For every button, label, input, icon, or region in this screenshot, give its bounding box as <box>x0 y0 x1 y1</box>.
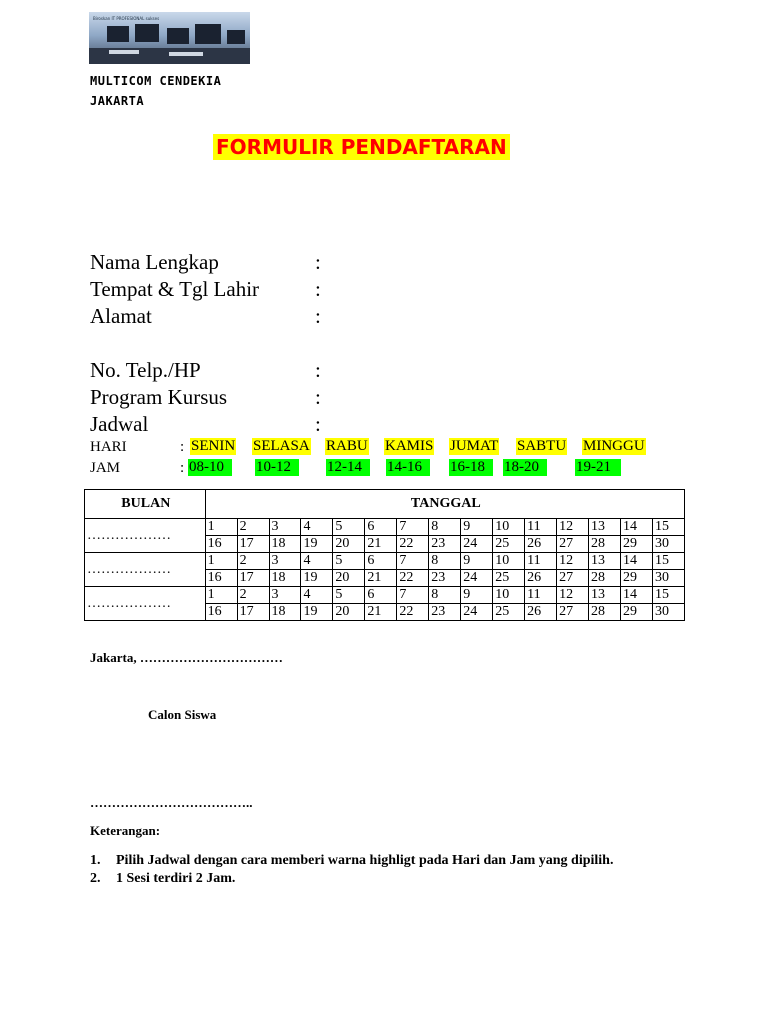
date-cell[interactable]: 19 <box>301 570 333 587</box>
date-cell[interactable]: 21 <box>365 604 397 621</box>
date-cell[interactable]: 5 <box>333 519 365 536</box>
date-cell[interactable]: 19 <box>301 536 333 553</box>
days-colon: : <box>180 439 185 455</box>
date-cell[interactable]: 10 <box>493 519 525 536</box>
date-cell[interactable]: 2 <box>237 519 269 536</box>
date-cell[interactable]: 13 <box>589 553 621 570</box>
date-cell[interactable]: 6 <box>365 587 397 604</box>
table-row <box>85 519 685 536</box>
month-input-cell[interactable]: ……………… <box>85 553 206 587</box>
note-text: Pilih Jadwal dengan cara memberi warna highligt pada Hari dan Jam yang dipilih. <box>116 853 614 868</box>
place-date-line: Jakarta, …………………………… <box>90 650 283 665</box>
date-cell[interactable]: 8 <box>429 553 461 570</box>
date-cell[interactable]: 22 <box>397 570 429 587</box>
date-cell[interactable]: 15 <box>652 553 684 570</box>
field-colon-ttl: : <box>315 277 321 301</box>
time-option-14-16[interactable]: 14-16 <box>386 459 430 476</box>
date-cell[interactable]: 6 <box>365 519 397 536</box>
field-label-jadwal: Jadwal <box>90 412 149 436</box>
date-cell[interactable]: 28 <box>589 536 621 553</box>
time-option-19-21[interactable]: 19-21 <box>575 459 621 476</box>
day-option-sabtu[interactable]: SABTU <box>517 438 567 454</box>
field-colon-alamat: : <box>315 304 321 328</box>
date-cell[interactable]: 3 <box>269 587 301 604</box>
date-cell[interactable]: 26 <box>525 570 557 587</box>
date-cell[interactable]: 13 <box>589 519 621 536</box>
field-colon-jadwal: : <box>315 412 321 436</box>
date-cell[interactable]: 27 <box>557 570 589 587</box>
date-cell[interactable]: 5 <box>333 587 365 604</box>
date-cell[interactable]: 20 <box>333 570 365 587</box>
table-row <box>85 553 685 570</box>
date-cell[interactable]: 7 <box>397 587 429 604</box>
date-cell[interactable]: 13 <box>589 587 621 604</box>
date-cell[interactable]: 14 <box>621 587 653 604</box>
date-cell[interactable]: 17 <box>237 570 269 587</box>
date-cell[interactable]: 30 <box>652 536 684 553</box>
note-number: 2. <box>90 871 101 886</box>
day-option-minggu[interactable]: MINGGU <box>583 438 645 454</box>
date-cell[interactable]: 9 <box>461 587 493 604</box>
field-colon-program: : <box>315 385 321 409</box>
field-label-telp: No. Telp./HP <box>90 358 201 382</box>
date-cell[interactable]: 14 <box>621 553 653 570</box>
date-cell[interactable]: 10 <box>493 587 525 604</box>
date-cell[interactable]: 8 <box>429 519 461 536</box>
days-label: HARI <box>90 439 127 455</box>
date-cell[interactable]: 26 <box>525 536 557 553</box>
date-cell[interactable]: 26 <box>525 604 557 621</box>
org-city: JAKARTA <box>90 94 145 108</box>
time-option-12-14[interactable]: 12-14 <box>326 459 370 476</box>
note-number: 1. <box>90 853 101 868</box>
date-cell[interactable]: 16 <box>205 604 237 621</box>
date-cell[interactable]: 19 <box>301 604 333 621</box>
date-cell[interactable]: 28 <box>589 604 621 621</box>
signature-line: ……………………………….. <box>90 795 253 810</box>
day-option-senin[interactable]: SENIN <box>191 438 236 454</box>
date-cell[interactable]: 17 <box>237 604 269 621</box>
date-cell[interactable]: 24 <box>461 604 493 621</box>
time-option-10-12[interactable]: 10-12 <box>255 459 299 476</box>
date-cell[interactable]: 23 <box>429 536 461 553</box>
date-cell[interactable]: 4 <box>301 519 333 536</box>
date-cell[interactable]: 3 <box>269 519 301 536</box>
date-cell[interactable]: 4 <box>301 553 333 570</box>
date-cell[interactable]: 1 <box>205 553 237 570</box>
calendar-body <box>85 519 685 621</box>
field-label-alamat: Alamat <box>90 304 152 328</box>
date-cell[interactable]: 1 <box>205 587 237 604</box>
note-text: 1 Sesi terdiri 2 Jam. <box>116 871 236 886</box>
date-cell[interactable]: 18 <box>269 570 301 587</box>
date-cell[interactable]: 5 <box>333 553 365 570</box>
date-cell[interactable]: 18 <box>269 536 301 553</box>
day-option-selasa[interactable]: SELASA <box>253 438 310 454</box>
date-cell[interactable]: 9 <box>461 519 493 536</box>
date-cell[interactable]: 27 <box>557 536 589 553</box>
month-input-cell[interactable]: ……………… <box>85 519 206 553</box>
date-cell[interactable]: 1 <box>205 519 237 536</box>
date-cell[interactable]: 7 <box>397 553 429 570</box>
date-cell[interactable]: 8 <box>429 587 461 604</box>
time-label: JAM <box>90 460 121 476</box>
date-cell[interactable]: 30 <box>652 604 684 621</box>
date-cell[interactable]: 29 <box>621 604 653 621</box>
date-cell[interactable]: 22 <box>397 536 429 553</box>
table-row <box>85 587 685 604</box>
date-cell[interactable]: 29 <box>621 570 653 587</box>
date-cell[interactable]: 11 <box>525 587 557 604</box>
note-item <box>90 870 678 888</box>
date-cell[interactable]: 12 <box>557 587 589 604</box>
calendar-table <box>84 489 685 621</box>
time-option-16-18[interactable]: 16-18 <box>449 459 493 476</box>
date-cell[interactable]: 23 <box>429 570 461 587</box>
date-cell[interactable]: 23 <box>429 604 461 621</box>
field-label-nama: Nama Lengkap <box>90 250 219 274</box>
org-name: MULTICOM CENDEKIA <box>90 74 222 88</box>
date-cell[interactable]: 29 <box>621 536 653 553</box>
logo-caption: Biroskan IT PROFESIONAL sukses <box>93 16 160 21</box>
field-colon-nama: : <box>315 250 321 274</box>
field-label-ttl: Tempat & Tgl Lahir <box>90 277 260 301</box>
date-cell[interactable]: 9 <box>461 553 493 570</box>
col-header-tanggal: TANGGAL <box>205 490 684 519</box>
date-cell[interactable]: 25 <box>493 570 525 587</box>
date-cell[interactable]: 2 <box>237 587 269 604</box>
date-cell[interactable]: 25 <box>493 604 525 621</box>
date-cell[interactable]: 16 <box>205 536 237 553</box>
date-cell[interactable]: 11 <box>525 519 557 536</box>
date-cell[interactable]: 30 <box>652 570 684 587</box>
date-cell[interactable]: 6 <box>365 553 397 570</box>
field-label-program: Program Kursus <box>90 385 228 409</box>
time-option-18-20[interactable]: 18-20 <box>503 459 547 476</box>
month-input-cell[interactable]: ……………… <box>85 587 206 621</box>
date-cell[interactable]: 11 <box>525 553 557 570</box>
day-option-rabu[interactable]: RABU <box>326 438 368 454</box>
date-cell[interactable]: 25 <box>493 536 525 553</box>
notes-heading: Keterangan: <box>90 823 161 838</box>
day-option-kamis[interactable]: KAMIS <box>385 438 434 454</box>
time-colon: : <box>180 460 185 476</box>
date-cell[interactable]: 21 <box>365 536 397 553</box>
date-cell[interactable]: 12 <box>557 519 589 536</box>
date-cell[interactable]: 20 <box>333 604 365 621</box>
date-cell[interactable]: 15 <box>652 587 684 604</box>
notes-list <box>90 852 678 888</box>
field-colon-telp: : <box>315 358 321 382</box>
date-cell[interactable]: 21 <box>365 570 397 587</box>
date-cell[interactable]: 2 <box>237 553 269 570</box>
date-cell[interactable]: 27 <box>557 604 589 621</box>
company-logo <box>89 12 250 64</box>
date-cell[interactable]: 12 <box>557 553 589 570</box>
date-cell[interactable]: 24 <box>461 536 493 553</box>
date-cell[interactable]: 10 <box>493 553 525 570</box>
date-cell[interactable]: 4 <box>301 587 333 604</box>
day-option-jumat[interactable]: JUMAT <box>450 438 499 454</box>
form-title: FORMULIR PENDAFTARAN <box>213 134 510 160</box>
date-cell[interactable]: 24 <box>461 570 493 587</box>
date-cell[interactable]: 15 <box>652 519 684 536</box>
date-cell[interactable]: 17 <box>237 536 269 553</box>
date-cell[interactable]: 18 <box>269 604 301 621</box>
date-cell[interactable]: 28 <box>589 570 621 587</box>
note-item <box>90 852 678 870</box>
date-cell[interactable]: 20 <box>333 536 365 553</box>
col-header-bulan: BULAN <box>85 490 206 519</box>
date-cell[interactable]: 3 <box>269 553 301 570</box>
date-cell[interactable]: 16 <box>205 570 237 587</box>
time-option-08-10[interactable]: 08-10 <box>188 459 232 476</box>
date-cell[interactable]: 14 <box>621 519 653 536</box>
date-cell[interactable]: 7 <box>397 519 429 536</box>
signer-role: Calon Siswa <box>148 707 217 722</box>
date-cell[interactable]: 22 <box>397 604 429 621</box>
